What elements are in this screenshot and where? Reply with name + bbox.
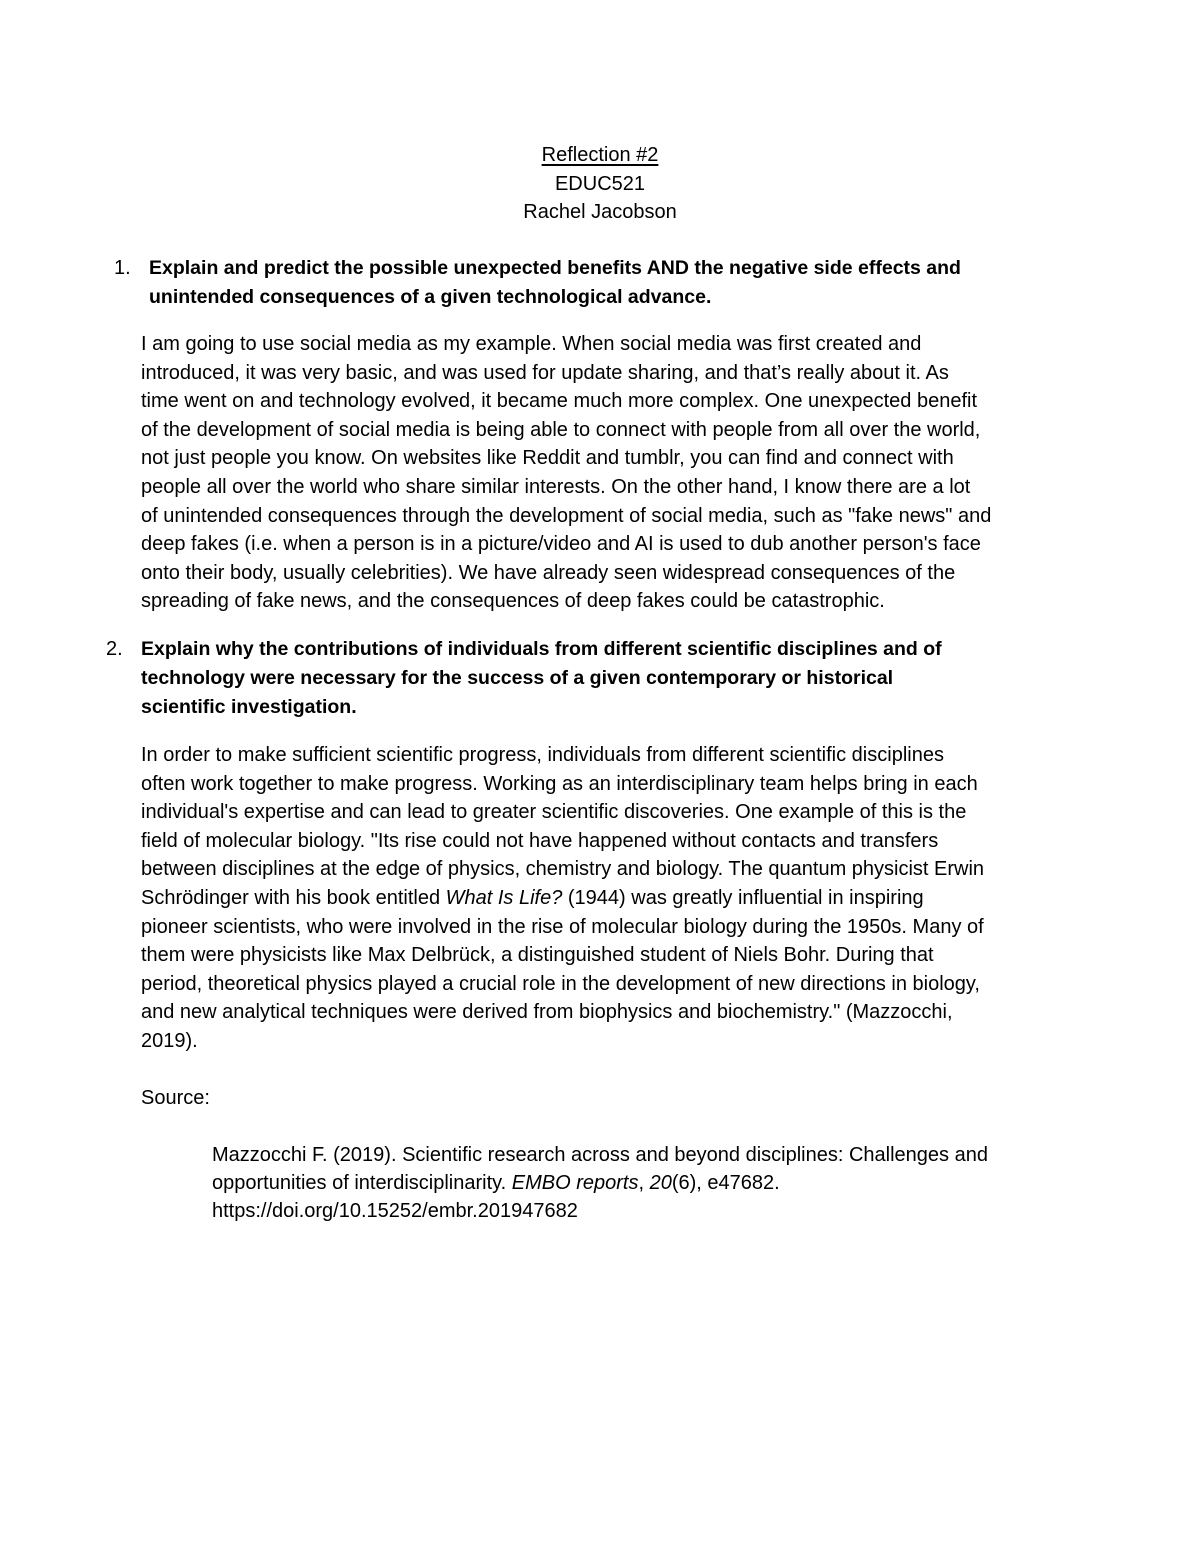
answer-line: deep fakes (i.e. when a person is in a picture/video and AI is used to dub another person's face (141, 533, 981, 556)
course-code: EDUC521 (554, 172, 646, 195)
answer-line: of the development of social media is being able to connect with people from all over the world, (141, 418, 981, 441)
question-prompt (141, 635, 1061, 722)
answer-line: them were physicists like Max Delbrück, a distinguished student of Niels Bohr. During that (141, 944, 934, 967)
answer-line: field of molecular biology. "Its rise could not have happened without contacts and transfers (141, 829, 939, 852)
answer-line: often work together to make progress. Working as an interdisciplinary team helps bring in each (141, 772, 978, 795)
citation-line: Mazzocchi F. (2019). Scientific research across and beyond disciplines: Challenges and (212, 1144, 988, 1166)
answer-line: period, theoretical physics played a crucial role in the development of new directions in biology, (141, 972, 980, 995)
question-prompt (149, 254, 1064, 312)
answer-1 (141, 330, 1064, 616)
prompt-line: Explain and predict the possible unexpected benefits AND the negative side effects and (149, 257, 961, 279)
citation (212, 1141, 1062, 1225)
answer-line: pioneer scientists, who were involved in the rise of molecular biology during the 1950s. Many of (141, 915, 984, 938)
prompt-line: Explain why the contributions of individuals from different scientific disciplines and of (141, 638, 942, 660)
answer-text: Schrödinger with his book entitled (141, 886, 446, 909)
citation-text: opportunities of interdisciplinarity. (212, 1172, 512, 1194)
answer-text: (1944) was greatly influential in inspiring (562, 886, 924, 909)
answer-line: time went on and technology evolved, it became much more complex. One unexpected benefit (141, 390, 978, 413)
journal-name: EMBO reports (511, 1172, 639, 1194)
answer-line: I am going to use social media as my example. When social media was first created and (141, 333, 922, 355)
answer-line: 2019). (141, 1029, 198, 1052)
answer-line: not just people you know. On websites like Reddit and tumblr, you can find and connect with (141, 447, 954, 470)
answer-line: of unintended consequences through the development of social media, such as "fake news" and (141, 504, 992, 527)
answer-line: and new analytical techniques were derived from biophysics and biochemistry." (Mazzocchi, (141, 1001, 953, 1024)
answer-line: between disciplines at the edge of physics, chemistry and biology. The quantum physicist Erwin (141, 858, 985, 881)
question-number: 1. (114, 257, 131, 279)
citation-line (212, 1169, 1062, 1197)
answer-line: onto their body, usually celebrities). We have already seen widespread consequences of the (141, 561, 956, 584)
answer-line (141, 884, 1064, 913)
question-number: 2. (106, 638, 123, 660)
document-header (0, 141, 1200, 227)
book-title: What Is Life? (445, 886, 563, 909)
answer-line: introduced, it was very basic, and was used for update sharing, and that’s really about it. As (141, 361, 949, 384)
answer-2 (141, 741, 1064, 1056)
citation-text: (6), e47682. (671, 1172, 780, 1194)
citation-text: , (638, 1172, 650, 1194)
answer-line: In order to make sufficient scientific progress, individuals from different scientific disciplines (141, 744, 944, 766)
document-title: Reflection #2 (541, 144, 659, 166)
author-name: Rachel Jacobson (523, 201, 677, 223)
prompt-line: technology were necessary for the success of a given contemporary or historical (141, 667, 894, 689)
answer-line: individual's expertise and can lead to greater scientific discoveries. One example of this is the (141, 801, 967, 824)
journal-volume: 20 (649, 1172, 672, 1194)
prompt-line: unintended consequences of a given technological advance. (149, 286, 712, 308)
prompt-line: scientific investigation. (141, 696, 357, 718)
doi-link[interactable]: https://doi.org/10.15252/embr.201947682 (212, 1200, 578, 1222)
answer-line: people all over the world who share similar interests. On the other hand, I know there are a lot (141, 475, 971, 498)
source-label: Source: (141, 1087, 210, 1109)
answer-line: spreading of fake news, and the consequences of deep fakes could be catastrophic. (141, 590, 885, 613)
